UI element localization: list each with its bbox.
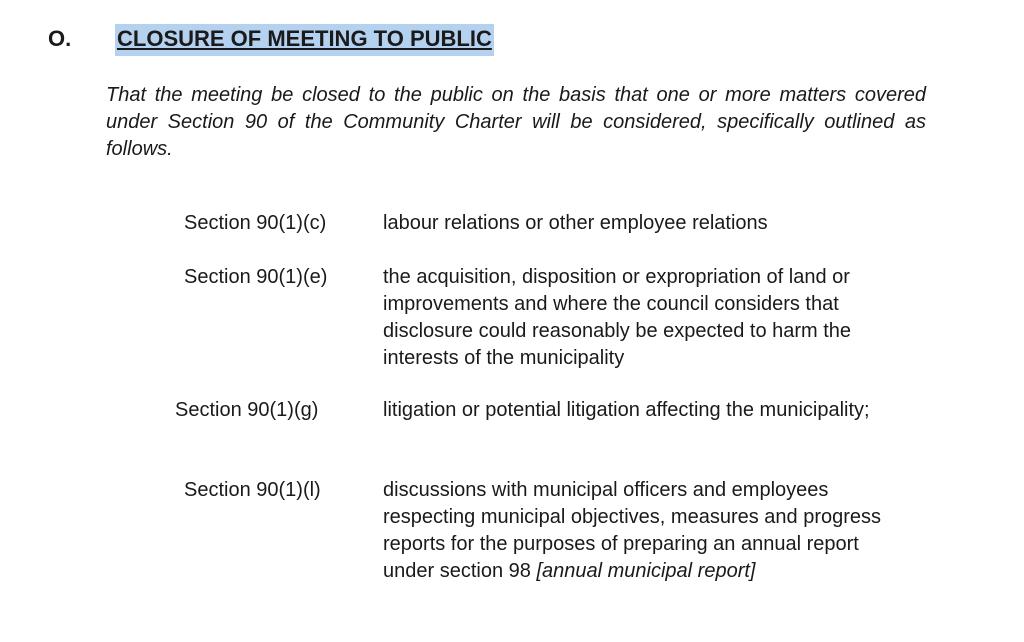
section-description: the acquisition, disposition or expropriation of land or improvements and where the council considers that disclosure could reasonably be expected to harm the interests of the municipality xyxy=(383,266,852,369)
description-text: discussions with municipal officers and employees respecting municipal objectives, measures and progress reports for the purposes of preparing an annual report under section 98 xyxy=(383,479,882,582)
description-italic-note: [annual municipal report] xyxy=(536,560,756,582)
section-letter: O. xyxy=(48,26,72,51)
section-title: CLOSURE OF MEETING TO PUBLIC xyxy=(115,24,494,56)
section-description: labour relations or other employee relations xyxy=(383,212,768,234)
section-reference: Section 90(1)(e) xyxy=(184,266,328,288)
section-reference: Section 90(1)(g) xyxy=(175,399,319,421)
intro-paragraph: That the meeting be closed to the public on the basis that one or more matters covered under Section 90 of the Community Charter will be considered, specifically outlined as follows. xyxy=(106,84,926,160)
section-description: litigation or potential litigation affecting the municipality; xyxy=(383,399,870,421)
section-reference: Section 90(1)(c) xyxy=(184,212,327,234)
section-reference: Section 90(1)(l) xyxy=(184,479,321,501)
section-description xyxy=(383,477,903,585)
